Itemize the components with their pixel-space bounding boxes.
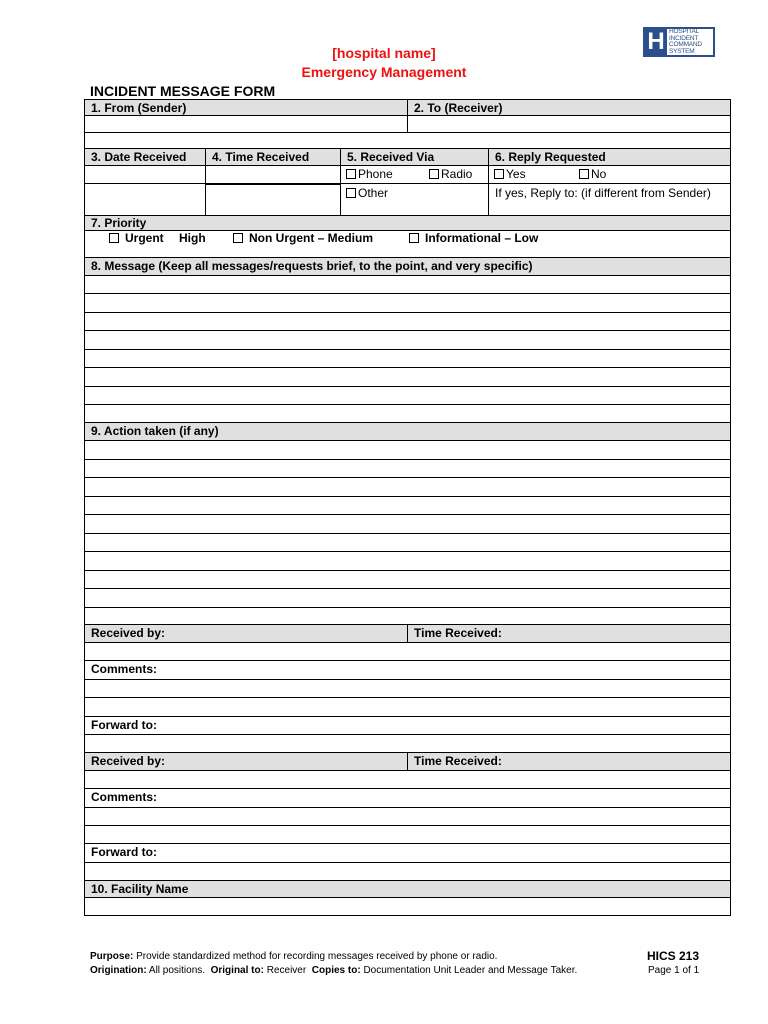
hics-logo [643, 27, 715, 57]
purpose-label: Purpose: [90, 951, 134, 962]
spacer-row [84, 863, 731, 881]
action-header-row [84, 423, 731, 441]
department-title: Emergency Management [301, 64, 467, 80]
time-received-field-2[interactable] [205, 184, 340, 215]
hospital-name: [hospital name] [332, 45, 436, 61]
received-by-input-row-1[interactable] [84, 643, 731, 661]
action-line[interactable] [84, 552, 731, 571]
receipt-input-row-1 [84, 166, 731, 184]
logo-line: HOSPITAL [669, 28, 700, 35]
purpose-line [90, 951, 497, 962]
logo-text [667, 29, 713, 55]
logo-line: INCIDENT [669, 34, 699, 42]
facility-name-field[interactable] [84, 898, 731, 916]
medium-label: Non Urgent – Medium [249, 231, 374, 245]
low-label: Informational – Low [425, 231, 539, 245]
time-received-label: Time Received: [407, 753, 730, 770]
comments-row-1 [84, 661, 731, 680]
action-line[interactable] [84, 497, 731, 515]
message-line[interactable] [84, 313, 731, 331]
action-line[interactable] [84, 571, 731, 589]
spacer-row [84, 735, 731, 753]
action-line[interactable] [84, 589, 731, 608]
action-line[interactable] [84, 608, 731, 625]
facility-name-label: 10. Facility Name [91, 882, 189, 896]
priority-options-row [84, 231, 731, 258]
date-received-field[interactable] [85, 166, 205, 183]
no-checkbox[interactable] [579, 169, 589, 179]
forward-to-label[interactable]: Forward to: [91, 845, 157, 859]
action-line[interactable] [84, 441, 731, 460]
action-taken-label: 9. Action taken (if any) [91, 424, 219, 438]
message-line[interactable] [84, 368, 731, 387]
received-via-options-1 [340, 166, 488, 183]
sender-receiver-input-row [84, 116, 731, 133]
comments-row-2 [84, 789, 731, 808]
message-line[interactable] [84, 405, 731, 423]
received-by-row-2 [84, 753, 731, 771]
received-by-label: Received by: [91, 626, 166, 640]
yes-label: Yes [506, 167, 526, 181]
action-line[interactable] [84, 534, 731, 552]
copies-to-label: Copies to: [311, 965, 361, 976]
message-line[interactable] [84, 387, 731, 405]
origination-text: All positions. [148, 965, 206, 976]
origination-line [90, 965, 577, 976]
message-line[interactable] [84, 276, 731, 294]
date-received-field-2[interactable] [85, 184, 205, 215]
sender-receiver-header-row [84, 99, 731, 116]
date-received-label: 3. Date Received [91, 150, 187, 164]
high-label: High [179, 231, 206, 245]
comments-label: Comments: [91, 662, 158, 676]
radio-label: Radio [441, 167, 473, 181]
facility-header-row [84, 881, 731, 898]
comments-label: Comments: [91, 790, 158, 804]
from-label: 1. From (Sender) [91, 101, 187, 115]
comments-line[interactable] [84, 826, 731, 844]
reply-to-field[interactable]: If yes, Reply to: (if different from Sender) [488, 184, 730, 215]
comments-line[interactable] [84, 680, 731, 698]
original-to-label: Original to: [210, 965, 264, 976]
message-header-row [84, 258, 731, 276]
no-label: No [591, 167, 607, 181]
action-line[interactable] [84, 478, 731, 497]
receipt-header-row [84, 149, 731, 166]
low-checkbox[interactable] [409, 233, 419, 243]
action-line[interactable] [84, 515, 731, 534]
time-received-field[interactable] [205, 166, 340, 183]
received-by-label: Received by: [91, 754, 166, 768]
received-by-row-1 [84, 625, 731, 643]
spacer-row [84, 133, 731, 149]
logo-line: SYSTEM [669, 47, 695, 55]
action-line[interactable] [84, 460, 731, 478]
form-title: INCIDENT MESSAGE FORM [90, 83, 276, 99]
forward-to-label[interactable]: Forward to: [91, 718, 157, 732]
copies-to-text: Documentation Unit Leader and Message Taker. [363, 965, 578, 976]
medium-checkbox[interactable] [233, 233, 243, 243]
purpose-text: Provide standardized method for recording messages received by phone or radio. [136, 951, 498, 962]
forward-to-row-2 [84, 844, 731, 863]
phone-label: Phone [358, 167, 393, 181]
from-field[interactable] [85, 116, 407, 132]
yes-checkbox[interactable] [494, 169, 504, 179]
priority-header-row [84, 216, 731, 231]
comments-line[interactable] [84, 698, 731, 717]
received-via-options-2 [340, 184, 488, 215]
phone-checkbox[interactable] [346, 169, 356, 179]
form-code: HICS 213 [647, 949, 700, 963]
priority-options [85, 231, 730, 257]
incident-message-form [84, 99, 731, 916]
urgent-label: Urgent [125, 231, 164, 245]
receipt-input-row-2 [84, 184, 731, 216]
message-line[interactable] [84, 331, 731, 350]
other-checkbox[interactable] [346, 188, 356, 198]
reply-options [488, 166, 730, 183]
received-via-label: 5. Received Via [340, 149, 488, 165]
priority-label: 7. Priority [91, 216, 147, 230]
original-to-text: Receiver [266, 965, 307, 976]
forward-to-row-1 [84, 717, 731, 735]
logo-line: COMMAND [669, 41, 702, 48]
message-line[interactable] [84, 350, 731, 368]
received-by-input-row-2[interactable] [84, 771, 731, 789]
page-number: Page 1 of 1 [648, 965, 700, 976]
message-line[interactable] [84, 294, 731, 313]
reply-requested-label: 6. Reply Requested [488, 149, 730, 165]
logo-letter: H [645, 29, 667, 55]
other-label: Other [358, 186, 389, 200]
to-label: 2. To (Receiver) [407, 100, 730, 115]
message-label: 8. Message (Keep all messages/requests brief, to the point, and very specific) [91, 259, 533, 273]
to-field[interactable] [407, 116, 730, 132]
time-received-label: 4. Time Received [205, 149, 340, 165]
urgent-checkbox[interactable] [109, 233, 119, 243]
radio-checkbox[interactable] [429, 169, 439, 179]
comments-line[interactable] [84, 808, 731, 826]
origination-label: Origination: [90, 965, 147, 976]
time-received-label: Time Received: [407, 625, 730, 642]
